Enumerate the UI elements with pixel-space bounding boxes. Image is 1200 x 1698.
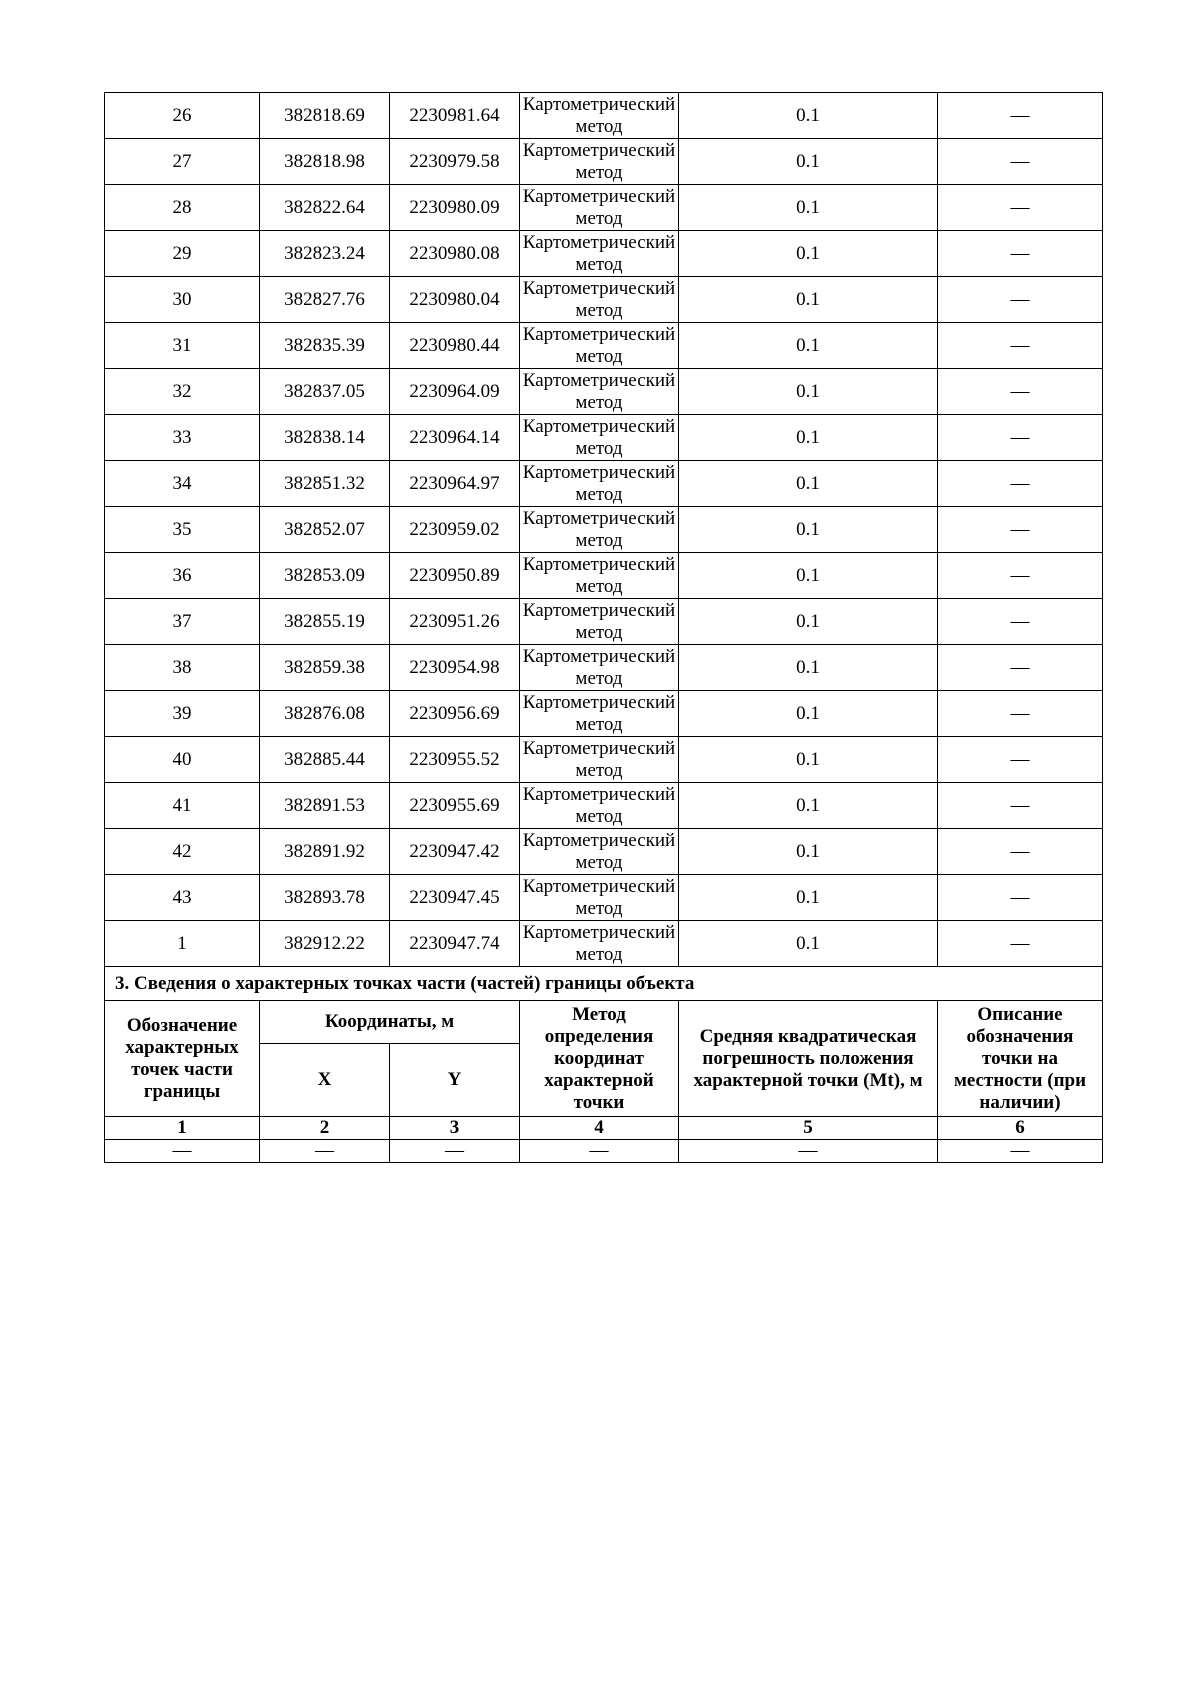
error-cell: 0.1 bbox=[679, 93, 938, 139]
x-coordinate-cell: 382823.24 bbox=[260, 231, 390, 277]
method-cell: Картометрический метод bbox=[520, 461, 679, 507]
x-coordinate-cell: 382876.08 bbox=[260, 691, 390, 737]
point-number-cell: 31 bbox=[105, 323, 260, 369]
empty-data-row bbox=[105, 1140, 1103, 1163]
error-cell: 0.1 bbox=[679, 829, 938, 875]
point-number-cell: 42 bbox=[105, 829, 260, 875]
description-cell: — bbox=[938, 185, 1103, 231]
point-number-cell: 43 bbox=[105, 875, 260, 921]
point-number-cell: 27 bbox=[105, 139, 260, 185]
description-cell: — bbox=[938, 461, 1103, 507]
header-description: Описание обозначения точки на местности (при наличии) bbox=[938, 1001, 1103, 1117]
table-row bbox=[105, 737, 1103, 783]
x-coordinate-cell: 382851.32 bbox=[260, 461, 390, 507]
x-coordinate-cell: 382852.07 bbox=[260, 507, 390, 553]
column-number: 2 bbox=[260, 1117, 390, 1140]
y-coordinate-cell: 2230955.52 bbox=[390, 737, 520, 783]
method-cell: Картометрический метод bbox=[520, 323, 679, 369]
y-coordinate-cell: 2230980.09 bbox=[390, 185, 520, 231]
empty-cell: — bbox=[679, 1140, 938, 1163]
method-cell: Картометрический метод bbox=[520, 553, 679, 599]
point-number-cell: 1 bbox=[105, 921, 260, 967]
error-cell: 0.1 bbox=[679, 875, 938, 921]
description-cell: — bbox=[938, 139, 1103, 185]
table-row bbox=[105, 185, 1103, 231]
y-coordinate-cell: 2230959.02 bbox=[390, 507, 520, 553]
method-cell: Картометрический метод bbox=[520, 507, 679, 553]
error-cell: 0.1 bbox=[679, 645, 938, 691]
section3-title: 3. Сведения о характерных точках части (частей) границы объекта bbox=[105, 967, 1103, 1001]
error-cell: 0.1 bbox=[679, 369, 938, 415]
description-cell: — bbox=[938, 875, 1103, 921]
error-cell: 0.1 bbox=[679, 415, 938, 461]
y-coordinate-cell: 2230947.42 bbox=[390, 829, 520, 875]
table-row bbox=[105, 323, 1103, 369]
method-cell: Картометрический метод bbox=[520, 691, 679, 737]
x-coordinate-cell: 382827.76 bbox=[260, 277, 390, 323]
table-row bbox=[105, 93, 1103, 139]
error-cell: 0.1 bbox=[679, 139, 938, 185]
x-coordinate-cell: 382838.14 bbox=[260, 415, 390, 461]
header-y: Y bbox=[390, 1044, 520, 1117]
description-cell: — bbox=[938, 369, 1103, 415]
error-cell: 0.1 bbox=[679, 783, 938, 829]
y-coordinate-cell: 2230981.64 bbox=[390, 93, 520, 139]
description-cell: — bbox=[938, 783, 1103, 829]
point-number-cell: 32 bbox=[105, 369, 260, 415]
table-row bbox=[105, 139, 1103, 185]
column-number: 3 bbox=[390, 1117, 520, 1140]
method-cell: Картометрический метод bbox=[520, 369, 679, 415]
table-row bbox=[105, 783, 1103, 829]
table-row bbox=[105, 875, 1103, 921]
description-cell: — bbox=[938, 507, 1103, 553]
method-cell: Картометрический метод bbox=[520, 139, 679, 185]
method-cell: Картометрический метод bbox=[520, 875, 679, 921]
x-coordinate-cell: 382853.09 bbox=[260, 553, 390, 599]
empty-cell: — bbox=[938, 1140, 1103, 1163]
error-cell: 0.1 bbox=[679, 277, 938, 323]
y-coordinate-cell: 2230980.44 bbox=[390, 323, 520, 369]
description-cell: — bbox=[938, 277, 1103, 323]
method-cell: Картометрический метод bbox=[520, 599, 679, 645]
error-cell: 0.1 bbox=[679, 921, 938, 967]
description-cell: — bbox=[938, 645, 1103, 691]
y-coordinate-cell: 2230947.45 bbox=[390, 875, 520, 921]
table-row bbox=[105, 829, 1103, 875]
error-cell: 0.1 bbox=[679, 185, 938, 231]
table-row bbox=[105, 277, 1103, 323]
point-number-cell: 37 bbox=[105, 599, 260, 645]
x-coordinate-cell: 382818.98 bbox=[260, 139, 390, 185]
table-row bbox=[105, 415, 1103, 461]
method-cell: Картометрический метод bbox=[520, 737, 679, 783]
table-row bbox=[105, 921, 1103, 967]
y-coordinate-cell: 2230951.26 bbox=[390, 599, 520, 645]
table-row bbox=[105, 553, 1103, 599]
error-cell: 0.1 bbox=[679, 323, 938, 369]
x-coordinate-cell: 382891.92 bbox=[260, 829, 390, 875]
x-coordinate-cell: 382885.44 bbox=[260, 737, 390, 783]
y-coordinate-cell: 2230980.04 bbox=[390, 277, 520, 323]
description-cell: — bbox=[938, 93, 1103, 139]
y-coordinate-cell: 2230956.69 bbox=[390, 691, 520, 737]
table-row bbox=[105, 645, 1103, 691]
x-coordinate-cell: 382818.69 bbox=[260, 93, 390, 139]
point-number-cell: 28 bbox=[105, 185, 260, 231]
point-number-cell: 39 bbox=[105, 691, 260, 737]
empty-cell: — bbox=[105, 1140, 260, 1163]
x-coordinate-cell: 382837.05 bbox=[260, 369, 390, 415]
points-table-body bbox=[105, 93, 1103, 967]
section3-block bbox=[105, 967, 1103, 1163]
x-coordinate-cell: 382891.53 bbox=[260, 783, 390, 829]
x-coordinate-cell: 382859.38 bbox=[260, 645, 390, 691]
empty-cell: — bbox=[260, 1140, 390, 1163]
error-cell: 0.1 bbox=[679, 737, 938, 783]
table-row bbox=[105, 599, 1103, 645]
document-page bbox=[104, 92, 1102, 1163]
method-cell: Картометрический метод bbox=[520, 921, 679, 967]
description-cell: — bbox=[938, 737, 1103, 783]
point-number-cell: 40 bbox=[105, 737, 260, 783]
point-number-cell: 33 bbox=[105, 415, 260, 461]
column-number: 6 bbox=[938, 1117, 1103, 1140]
point-number-cell: 41 bbox=[105, 783, 260, 829]
y-coordinate-cell: 2230955.69 bbox=[390, 783, 520, 829]
point-number-cell: 35 bbox=[105, 507, 260, 553]
column-number: 5 bbox=[679, 1117, 938, 1140]
empty-cell: — bbox=[390, 1140, 520, 1163]
boundary-points-table bbox=[104, 92, 1103, 1163]
error-cell: 0.1 bbox=[679, 691, 938, 737]
method-cell: Картометрический метод bbox=[520, 277, 679, 323]
x-coordinate-cell: 382835.39 bbox=[260, 323, 390, 369]
y-coordinate-cell: 2230964.97 bbox=[390, 461, 520, 507]
description-cell: — bbox=[938, 829, 1103, 875]
header-x: X bbox=[260, 1044, 390, 1117]
y-coordinate-cell: 2230947.74 bbox=[390, 921, 520, 967]
y-coordinate-cell: 2230950.89 bbox=[390, 553, 520, 599]
point-number-cell: 34 bbox=[105, 461, 260, 507]
y-coordinate-cell: 2230980.08 bbox=[390, 231, 520, 277]
method-cell: Картометрический метод bbox=[520, 231, 679, 277]
point-number-cell: 36 bbox=[105, 553, 260, 599]
method-cell: Картометрический метод bbox=[520, 829, 679, 875]
description-cell: — bbox=[938, 599, 1103, 645]
empty-cell: — bbox=[520, 1140, 679, 1163]
y-coordinate-cell: 2230954.98 bbox=[390, 645, 520, 691]
y-coordinate-cell: 2230964.14 bbox=[390, 415, 520, 461]
x-coordinate-cell: 382822.64 bbox=[260, 185, 390, 231]
x-coordinate-cell: 382912.22 bbox=[260, 921, 390, 967]
header-method: Метод определения координат характерной точки bbox=[520, 1001, 679, 1117]
method-cell: Картометрический метод bbox=[520, 185, 679, 231]
error-cell: 0.1 bbox=[679, 553, 938, 599]
point-number-cell: 30 bbox=[105, 277, 260, 323]
column-number-row bbox=[105, 1117, 1103, 1140]
method-cell: Картометрический метод bbox=[520, 783, 679, 829]
description-cell: — bbox=[938, 691, 1103, 737]
y-coordinate-cell: 2230979.58 bbox=[390, 139, 520, 185]
y-coordinate-cell: 2230964.09 bbox=[390, 369, 520, 415]
method-cell: Картометрический метод bbox=[520, 93, 679, 139]
header-coordinates: Координаты, м bbox=[260, 1001, 520, 1044]
table-row bbox=[105, 461, 1103, 507]
table-row bbox=[105, 691, 1103, 737]
error-cell: 0.1 bbox=[679, 507, 938, 553]
point-number-cell: 38 bbox=[105, 645, 260, 691]
method-cell: Картометрический метод bbox=[520, 415, 679, 461]
table-row bbox=[105, 231, 1103, 277]
description-cell: — bbox=[938, 553, 1103, 599]
description-cell: — bbox=[938, 921, 1103, 967]
error-cell: 0.1 bbox=[679, 599, 938, 645]
header-error: Средняя квадратическая погрешность положения характерной точки (Mt), м bbox=[679, 1001, 938, 1117]
header-designation: Обозначение характерных точек части границы bbox=[105, 1001, 260, 1117]
point-number-cell: 26 bbox=[105, 93, 260, 139]
description-cell: — bbox=[938, 323, 1103, 369]
column-number: 1 bbox=[105, 1117, 260, 1140]
point-number-cell: 29 bbox=[105, 231, 260, 277]
description-cell: — bbox=[938, 415, 1103, 461]
table-row bbox=[105, 507, 1103, 553]
x-coordinate-cell: 382893.78 bbox=[260, 875, 390, 921]
description-cell: — bbox=[938, 231, 1103, 277]
x-coordinate-cell: 382855.19 bbox=[260, 599, 390, 645]
column-number: 4 bbox=[520, 1117, 679, 1140]
method-cell: Картометрический метод bbox=[520, 645, 679, 691]
error-cell: 0.1 bbox=[679, 231, 938, 277]
table-row bbox=[105, 369, 1103, 415]
error-cell: 0.1 bbox=[679, 461, 938, 507]
